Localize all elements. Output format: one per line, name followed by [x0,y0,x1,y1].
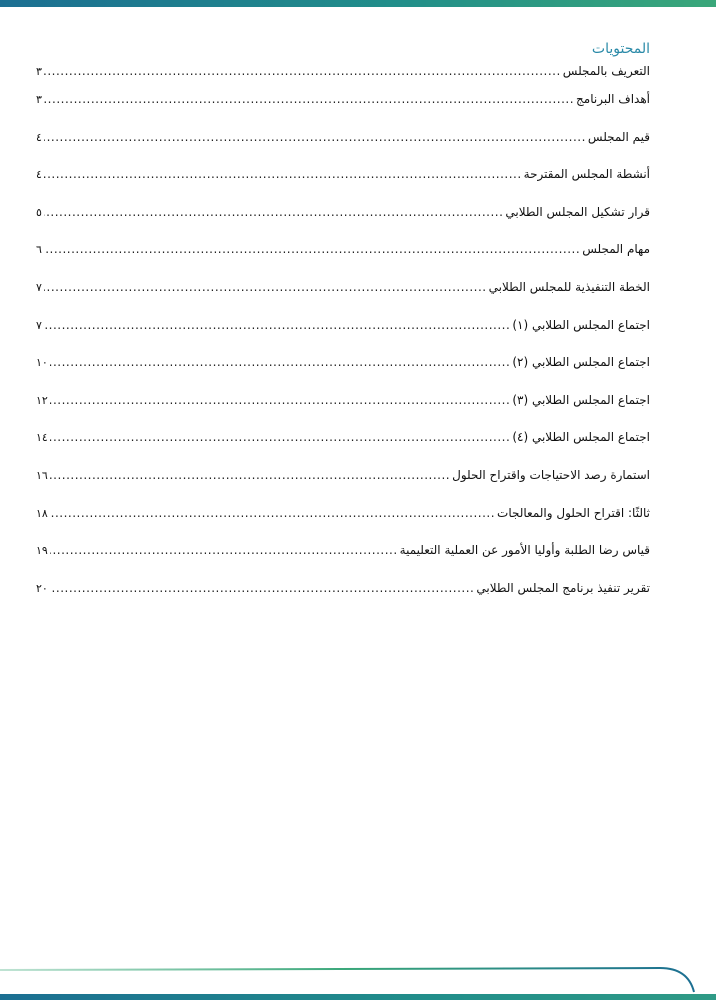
toc-page-number: ٣ [36,65,42,78]
toc-list [36,64,650,618]
toc-page-number: ٣ [36,93,42,106]
toc-entry-label: تقرير تنفيذ برنامج المجلس الطلابي [476,580,650,595]
footer-curve-line [0,968,694,992]
toc-entry[interactable] [36,543,650,581]
toc-entry-label: مهام المجلس [582,242,650,257]
toc-page-number: ٥ [36,205,42,219]
toc-page-number: ٢٠ [36,581,48,595]
toc-leader-dots [50,581,475,595]
toc-entry-label: قيم المجلس [587,129,650,144]
toc-leader-dots [44,167,522,181]
toc-entry-label: أهداف البرنامج [576,92,650,106]
toc-leader-dots [44,242,580,256]
toc-entry[interactable] [36,318,650,356]
toc-entry-label: استمارة رصد الاحتياجات واقتراح الحلول [452,467,650,482]
top-decorative-bar [0,0,716,7]
toc-leader-dots [44,92,574,106]
toc-entry-label: قرار تشكيل المجلس الطلابي [505,204,650,219]
toc-entry[interactable] [36,430,650,468]
toc-page-number: ١٦ [36,468,48,482]
table-of-contents [36,38,650,618]
toc-entry[interactable] [36,355,650,393]
toc-page-number: ١٠ [36,356,48,370]
toc-entry[interactable] [36,280,650,318]
toc-page-number: ٧ [36,280,42,294]
toc-entry[interactable] [36,468,650,506]
toc-entry-label: اجتماع المجلس الطلابي (٢) [512,355,650,370]
toc-entry[interactable] [36,393,650,431]
toc-leader-dots [50,468,450,482]
toc-leader-dots [50,543,398,557]
toc-page-number: ٤ [36,168,42,182]
toc-leader-dots [44,205,503,219]
footer-bar [0,994,716,1000]
toc-entry[interactable] [36,581,650,619]
toc-page-number: ١٩ [36,544,48,558]
toc-entry[interactable] [36,205,650,243]
toc-entry-label: قياس رضا الطلبة وأوليا الأمور عن العملية التعليمية [399,543,650,558]
toc-page-number: ٤ [36,130,42,144]
toc-entry[interactable] [36,506,650,544]
footer-decoration [0,958,716,1000]
toc-leader-dots [44,130,586,144]
toc-entry[interactable] [36,64,650,92]
toc-page-number: ١٢ [36,393,48,407]
toc-entry[interactable] [36,92,650,130]
toc-entry-label: اجتماع المجلس الطلابي (٤) [512,430,650,445]
toc-leader-dots [50,355,510,369]
toc-entry[interactable] [36,167,650,205]
toc-leader-dots [44,280,487,294]
toc-entry[interactable] [36,130,650,168]
toc-entry-label: الخطة التنفيذية للمجلس الطلابي [488,279,650,294]
toc-entry-label: ثالثًا: اقتراح الحلول والمعالجات [497,505,650,520]
toc-title: المحتويات [591,41,650,57]
toc-leader-dots [50,430,510,444]
toc-entry-label: اجتماع المجلس الطلابي (١) [512,317,650,332]
toc-entry-label: التعريف بالمجلس [562,64,650,78]
toc-entry-label: اجتماع المجلس الطلابي (٣) [512,392,650,407]
toc-entry-label: أنشطة المجلس المقترحة [523,167,650,182]
toc-leader-dots [50,393,510,407]
toc-page-number: ٦ [36,243,42,257]
toc-page-number: ٧ [36,318,42,332]
toc-page-number: ١٤ [36,431,48,445]
toc-leader-dots [50,506,495,520]
toc-page-number: ١٨ [36,506,48,520]
toc-leader-dots [44,318,510,332]
toc-leader-dots [44,64,561,78]
toc-entry[interactable] [36,242,650,280]
